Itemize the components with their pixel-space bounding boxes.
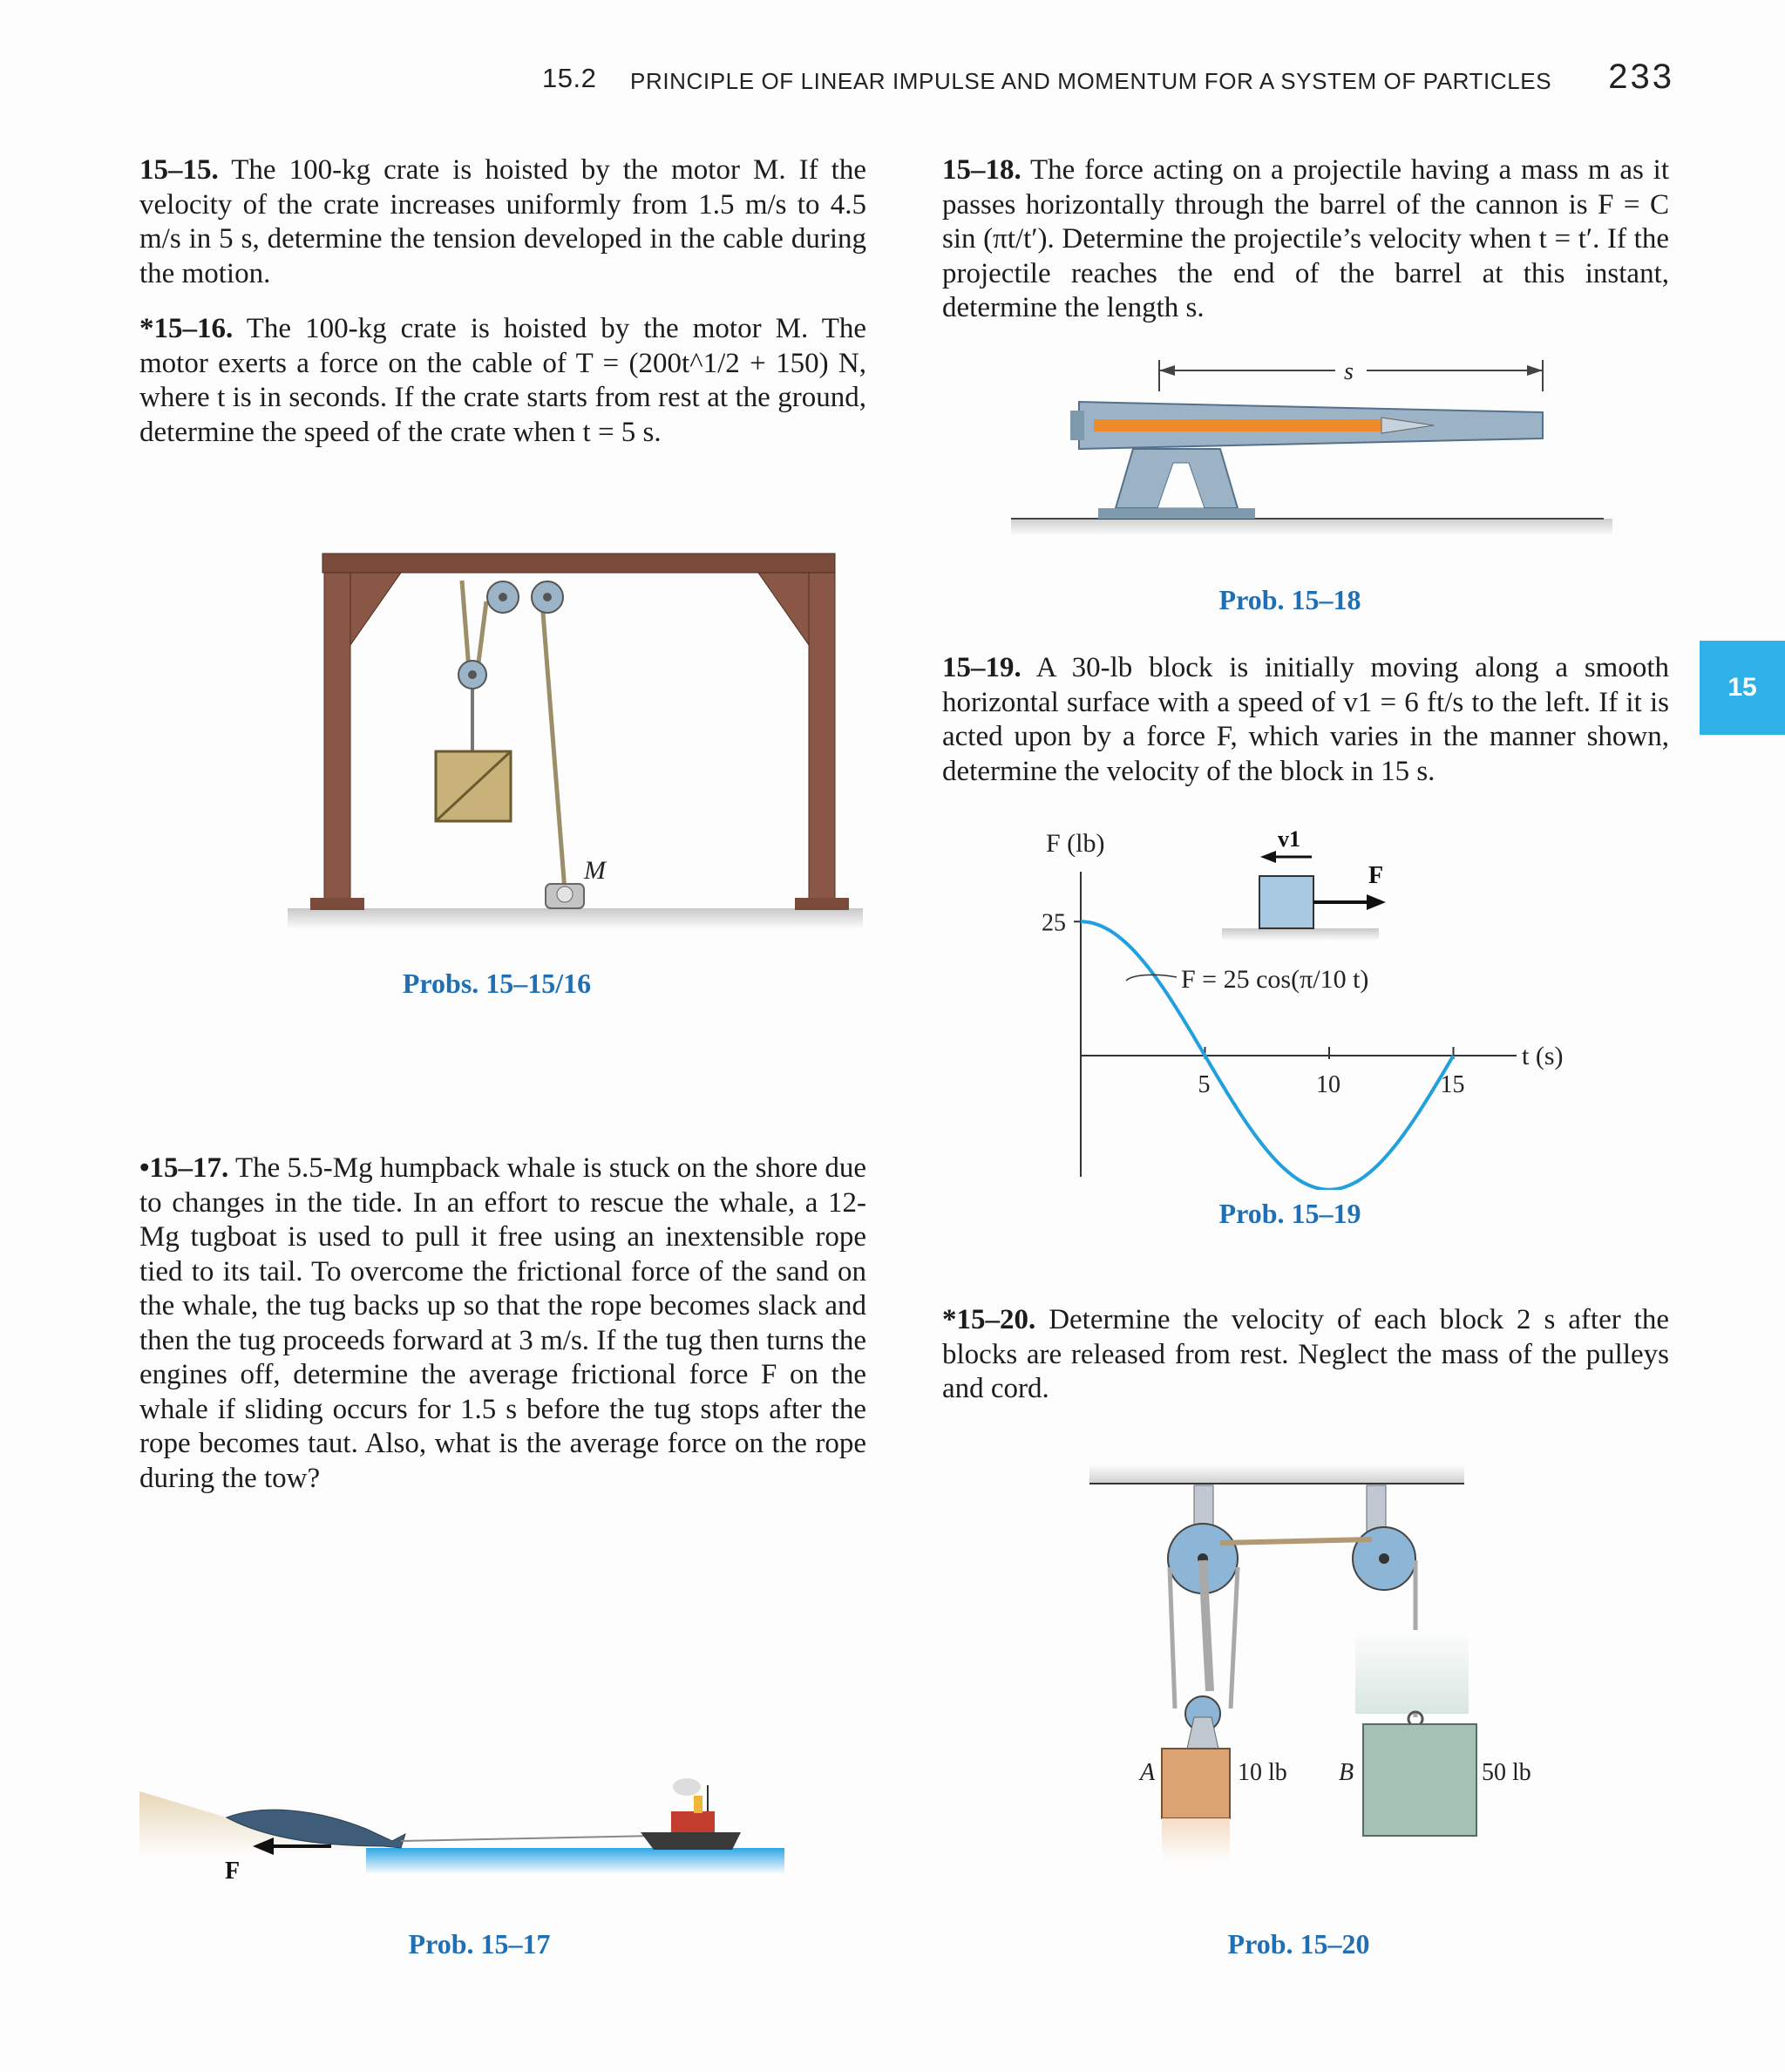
x-tick-label: 10 (1316, 1071, 1340, 1098)
block-a (1162, 1749, 1230, 1818)
section-number: 15.2 (542, 63, 597, 93)
force-label: F (1368, 862, 1384, 889)
pulley-blocks-figure (1081, 1456, 1569, 1892)
problem-text: The 5.5-Mg humpback whale is stuck on the shore due to changes in the tide. In an effort to rescue the whale, a 12-Mg tugboat is used to pull it free using an inextensible rope tied to its tail. To overcome the frictional force of the sand on the whale, the tug backs up so that the rope becomes slack and then the tug proceeds forward at 3 m/s. If the tug then turns the engines off, determine the average frictional force F on the whale if sliding occurs for 1.5 s before the tug stops after the rope becomes taut. Also, what is the average force on the rope during the tow? (139, 1152, 866, 1494)
section-title: PRINCIPLE OF LINEAR IMPULSE AND MOMENTUM FOR A SYSTEM OF PARTICLES (630, 68, 1552, 94)
caption-15-20: Prob. 15–20 (1227, 1928, 1370, 1960)
caption-15-15-16: Probs. 15–15/16 (402, 968, 592, 999)
y-tick-label: 25 (1042, 909, 1066, 937)
page-header (0, 59, 1785, 103)
x-tick-label: 5 (1198, 1071, 1211, 1098)
x-tick-label: 15 (1440, 1071, 1465, 1098)
problem-15-20 (942, 1303, 1669, 1407)
hoist-frame-figure (279, 549, 872, 933)
problem-15-18 (942, 153, 1669, 326)
block-b-label: B (1339, 1759, 1354, 1786)
y-axis-label: F (lb) (1046, 829, 1105, 858)
problem-number: 15–19. (942, 652, 1021, 683)
page-number: 233 (1608, 58, 1674, 96)
cannon-figure (1002, 353, 1612, 536)
problem-15-15 (139, 153, 866, 291)
block-b (1363, 1724, 1476, 1836)
block (1259, 876, 1313, 928)
caption-15-18: Prob. 15–18 (1218, 584, 1361, 615)
problem-text: The 100-kg crate is hoisted by the motor M. If the velocity of the crate increases uniformly from 1.5 m/s to 4.5 m/s in 5 s, determine the tension developed in the cable during the motion. (139, 154, 867, 289)
x-axis-label: t (s) (1522, 1042, 1564, 1070)
problem-number: 15–18. (942, 154, 1021, 186)
problem-15-17 (139, 1151, 866, 1496)
force-time-graph (1002, 824, 1612, 1190)
caption-15-17: Prob. 15–17 (408, 1928, 551, 1960)
problem-number: *15–16. (139, 313, 234, 344)
whale-tugboat-figure (139, 1743, 837, 1900)
problem-text: Determine the velocity of each block 2 s after the blocks are released from rest. Neglect the mass of the pulleys and cord. (942, 1304, 1669, 1404)
problem-number: *15–20. (942, 1304, 1036, 1335)
problem-text: The 100-kg crate is hoisted by the motor M. The motor exerts a force on the cable of T = (200t^1/2 + 150) N, where t is in seconds. If the crate starts from rest at the ground, determine the speed of the crate when t = 5 s. (139, 313, 867, 448)
chapter-tab: 15 (1700, 641, 1785, 735)
problem-number: •15–17. (139, 1152, 229, 1184)
problem-text: The force acting on a projectile having a mass m as it passes horizontally through the barrel of the cannon is F = C sin (πt/t′). Determine the projectile’s velocity when t = t′. If the projectile reaches the end of the barrel at this instant, determine the length s. (942, 154, 1669, 323)
block-a-label: A (1140, 1759, 1156, 1786)
equation-label: F = 25 cos(π/10 t) (1181, 965, 1369, 994)
problem-15-16 (139, 312, 866, 450)
caption-15-19: Prob. 15–19 (1218, 1198, 1361, 1229)
velocity-label: v1 (1278, 826, 1300, 852)
problem-number: 15–15. (139, 154, 219, 186)
block-b-weight: 50 lb (1482, 1759, 1531, 1786)
length-label: s (1344, 358, 1354, 385)
block-a-weight: 10 lb (1238, 1759, 1287, 1786)
problem-text: A 30-lb block is initially moving along a smooth horizontal surface with a speed of v1 = 6 ft/s to the left. If it is acted upon by a force F, which varies in the manner shown, determine the velocity of the block in 15 s. (942, 652, 1669, 787)
whale-force-label: F (225, 1858, 241, 1885)
motor-label: M (584, 856, 606, 885)
problem-15-19 (942, 651, 1669, 789)
